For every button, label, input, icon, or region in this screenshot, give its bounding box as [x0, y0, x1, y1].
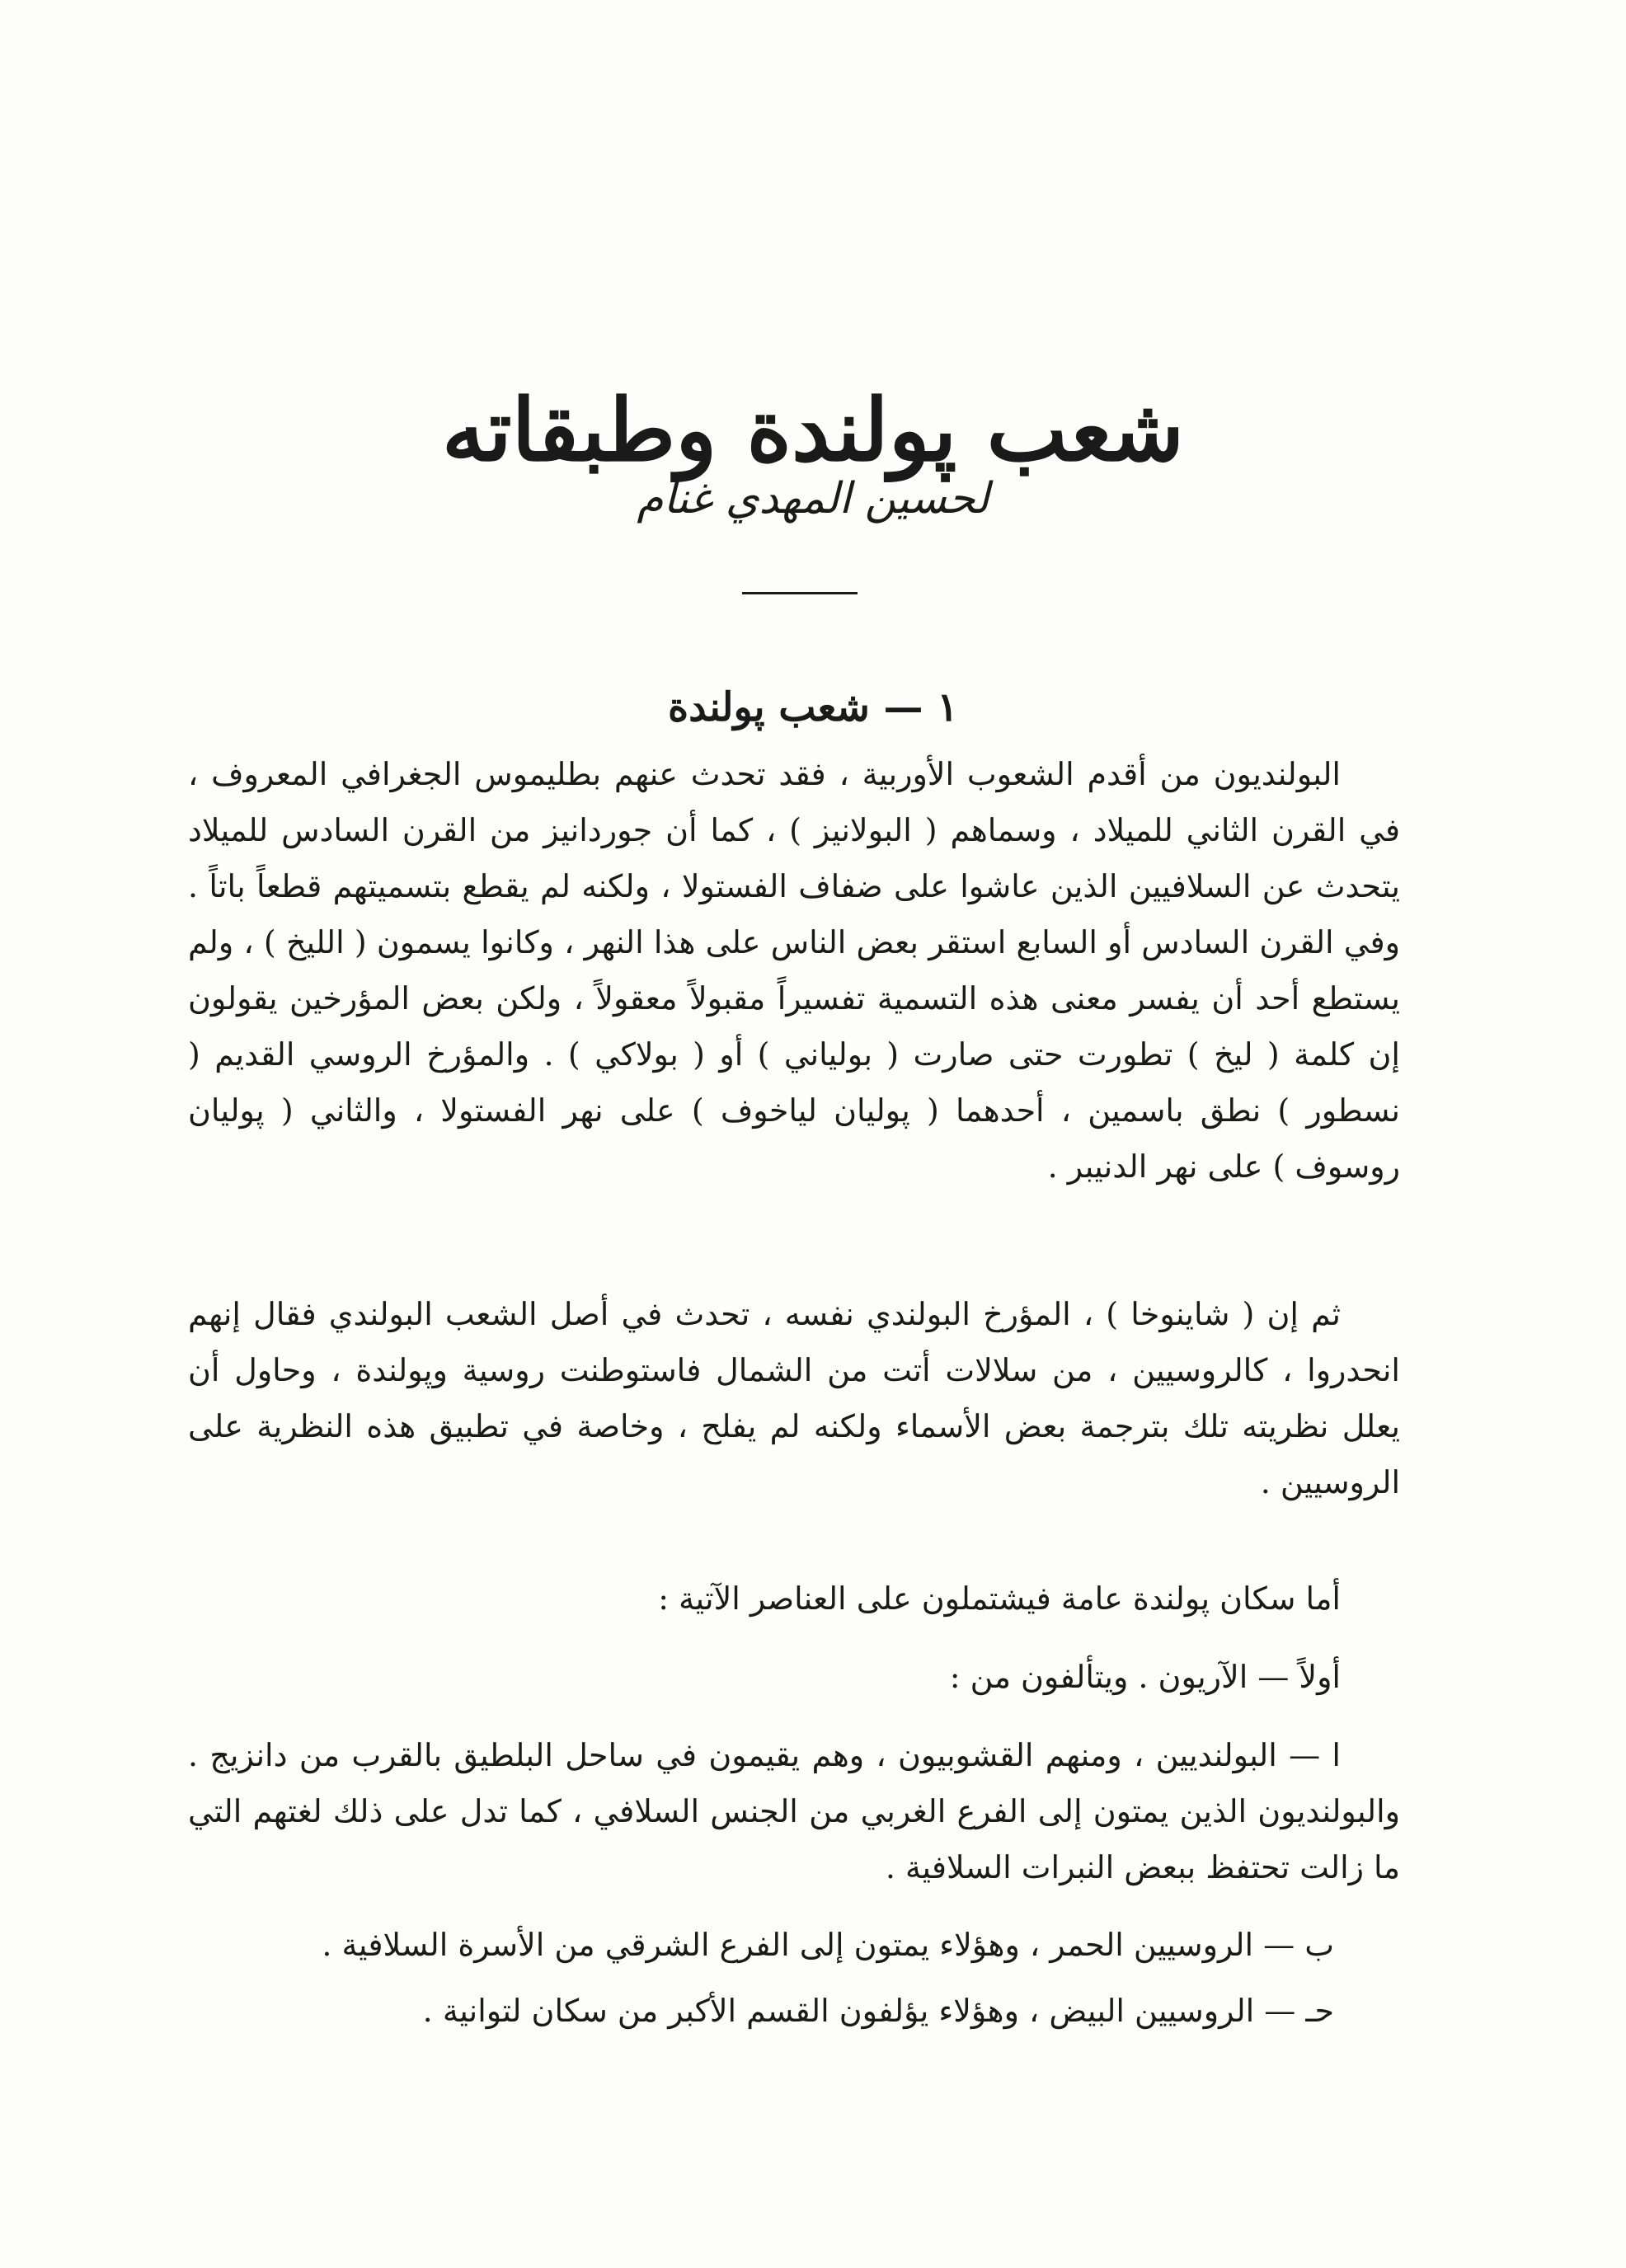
article-title: شعب پولندة وطبقاته: [441, 378, 1185, 481]
title-divider: [742, 592, 858, 594]
paragraph-origins: البولنديون من أقدم الشعوب الأوربية ، فقد تحدث عنهم بطليموس الجغرافي المعروف ، في القرن الثاني للميلاد ، وسماهم ( البولانيز ) ، كما أن جوردانيز من القرن السادس للميلاد يتحدث عن السلافيين الذين عاشوا على ضفاف الفستولا ، ولكنه لم يقطع بتسميتهم قطعاً باتاً . وفي القرن السادس أو السابع استقر بعض الناس على هذا النهر ، وكانوا يسمون ( الليخ ) ، ولم يستطع أحد أن يفسر معنى هذه التسمية تفسيراً مقبولاً معقولاً ، ولكن بعض المؤرخين يقولون إن كلمة ( ليخ ) تطورت حتى صارت ( بولياني ) أو ( بولاكي ) . والمؤرخ الروسي القديم ( نسطور ) نطق باسمين ، أحدهما ( پوليان لياخوف ) على نهر الفستولا ، والثاني ( پوليان روسوف ) على نهر الدنيبر .: [188, 756, 1400, 1185]
paragraph-population-intro: أما سكان پولندة عامة فيشتملون على العناصر الآتية :: [658, 1580, 1341, 1617]
paragraph-shainokha: ثم إن ( شاينوخا ) ، المؤرخ البولندي نفسه ، تحدث في أصل الشعب البولندي فقال إنهم انحدروا ، كالروسيين ، من سلالات أتت من الشمال فاستوطنت روسية وپولندة ، وحاول أن يعلل نظريته تلك بترجمة بعض الأسماء ولكنه لم يفلح ، وخاصة في تطبيق هذه النظرية على الروسيين .: [188, 1296, 1400, 1500]
section-heading: ١ — شعب پولندة: [667, 683, 959, 730]
list-item-b: ب — الروسيين الحمر ، وهؤلاء يمتون إلى الفرع الشرقي من الأسرة السلافية .: [322, 1927, 1334, 1963]
list-item-c: حـ — الروسيين البيض ، وهؤلاء يؤلفون القسم الأكبر من سكان لتوانية .: [422, 1993, 1334, 2029]
author-byline: لحسين المهدي غنام: [637, 474, 989, 524]
paragraph-aryans-heading: أولاً — الآريون . ويتألفون من :: [949, 1659, 1341, 1695]
paragraph-item-a: ا — البولنديين ، ومنهم القشوبيون ، وهم يقيمون في ساحل البلطيق بالقرب من دانزيج . والبولنديون الذين يمتون إلى الفرع الغربي من الجنس السلافي ، كما تدل على ذلك لغتهم التي ما زالت تحتفظ ببعض النبرات السلافية .: [188, 1737, 1400, 1885]
